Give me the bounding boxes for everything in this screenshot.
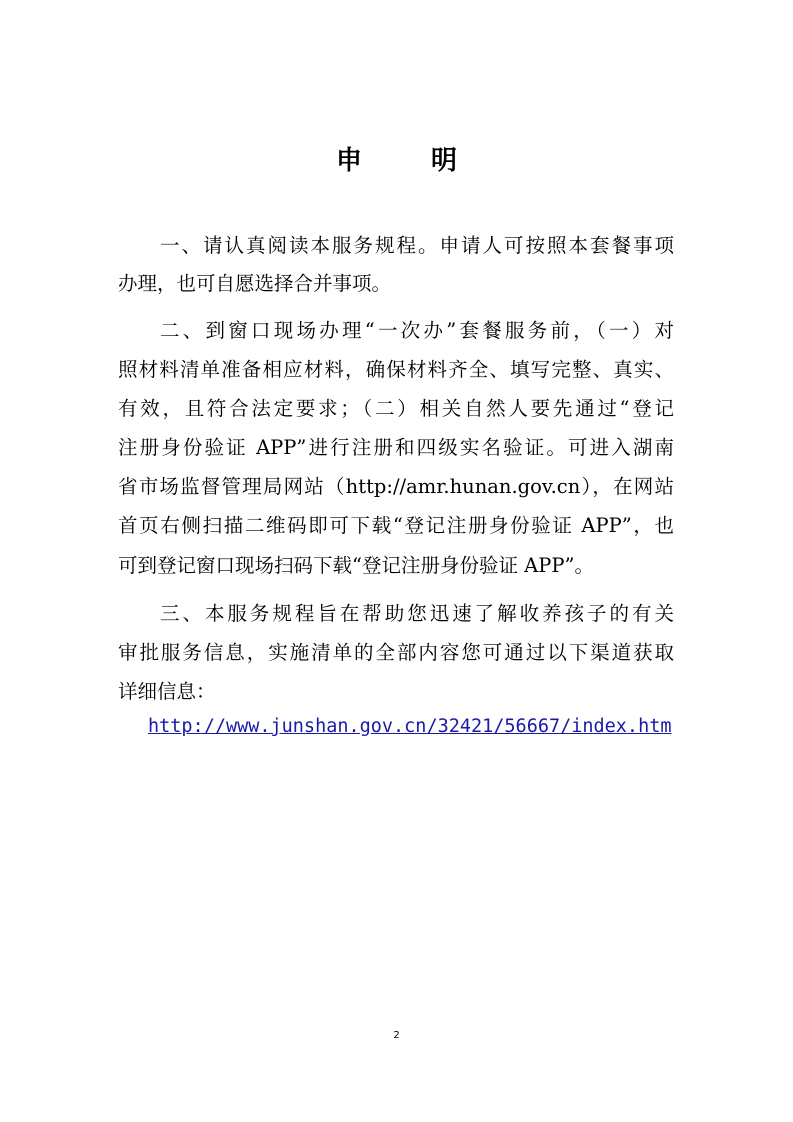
- paragraph-2-line-2: 照材料清单准备相应材料，确保材料齐全、填写完整、真实、: [118, 358, 674, 381]
- paragraph-2-line-5: 省市场监督管理局网站（http://amr.hunan.gov.cn），在网站: [118, 475, 674, 498]
- page-number: 2: [393, 1030, 400, 1041]
- paragraph-1-line-1: 一、请认真阅读本服务规程。申请人可按照本套餐事项: [160, 234, 674, 257]
- paragraph-2-line-6: 首页右侧扫描二维码即可下载“登记注册身份验证 APP”，也: [118, 514, 674, 537]
- paragraph-2-line-3: 有效，且符合法定要求；（二）相关自然人要先通过“登记: [118, 397, 674, 420]
- page-title: 申 明: [335, 146, 488, 176]
- paragraph-2-line-1: 二、到窗口现场办理“一次办”套餐服务前，（一）对: [160, 319, 674, 342]
- paragraph-2-line-7: 可到登记窗口现场扫码下载“登记注册身份验证 APP”。: [118, 554, 594, 577]
- paragraph-3-line-1: 三、本服务规程旨在帮助您迅速了解收养孩子的有关: [160, 602, 674, 625]
- paragraph-2-line-4: 注册身份验证 APP”进行注册和四级实名验证。可进入湖南: [118, 436, 674, 459]
- paragraph-3-line-2: 审批服务信息，实施清单的全部内容您可通过以下渠道获取: [118, 641, 674, 664]
- paragraph-1-line-2: 办理，也可自愿选择合并事项。: [118, 272, 392, 295]
- paragraph-3-line-3: 详细信息：: [118, 680, 216, 703]
- info-link[interactable]: http://www.junshan.gov.cn/32421/56667/index.htm: [148, 716, 672, 737]
